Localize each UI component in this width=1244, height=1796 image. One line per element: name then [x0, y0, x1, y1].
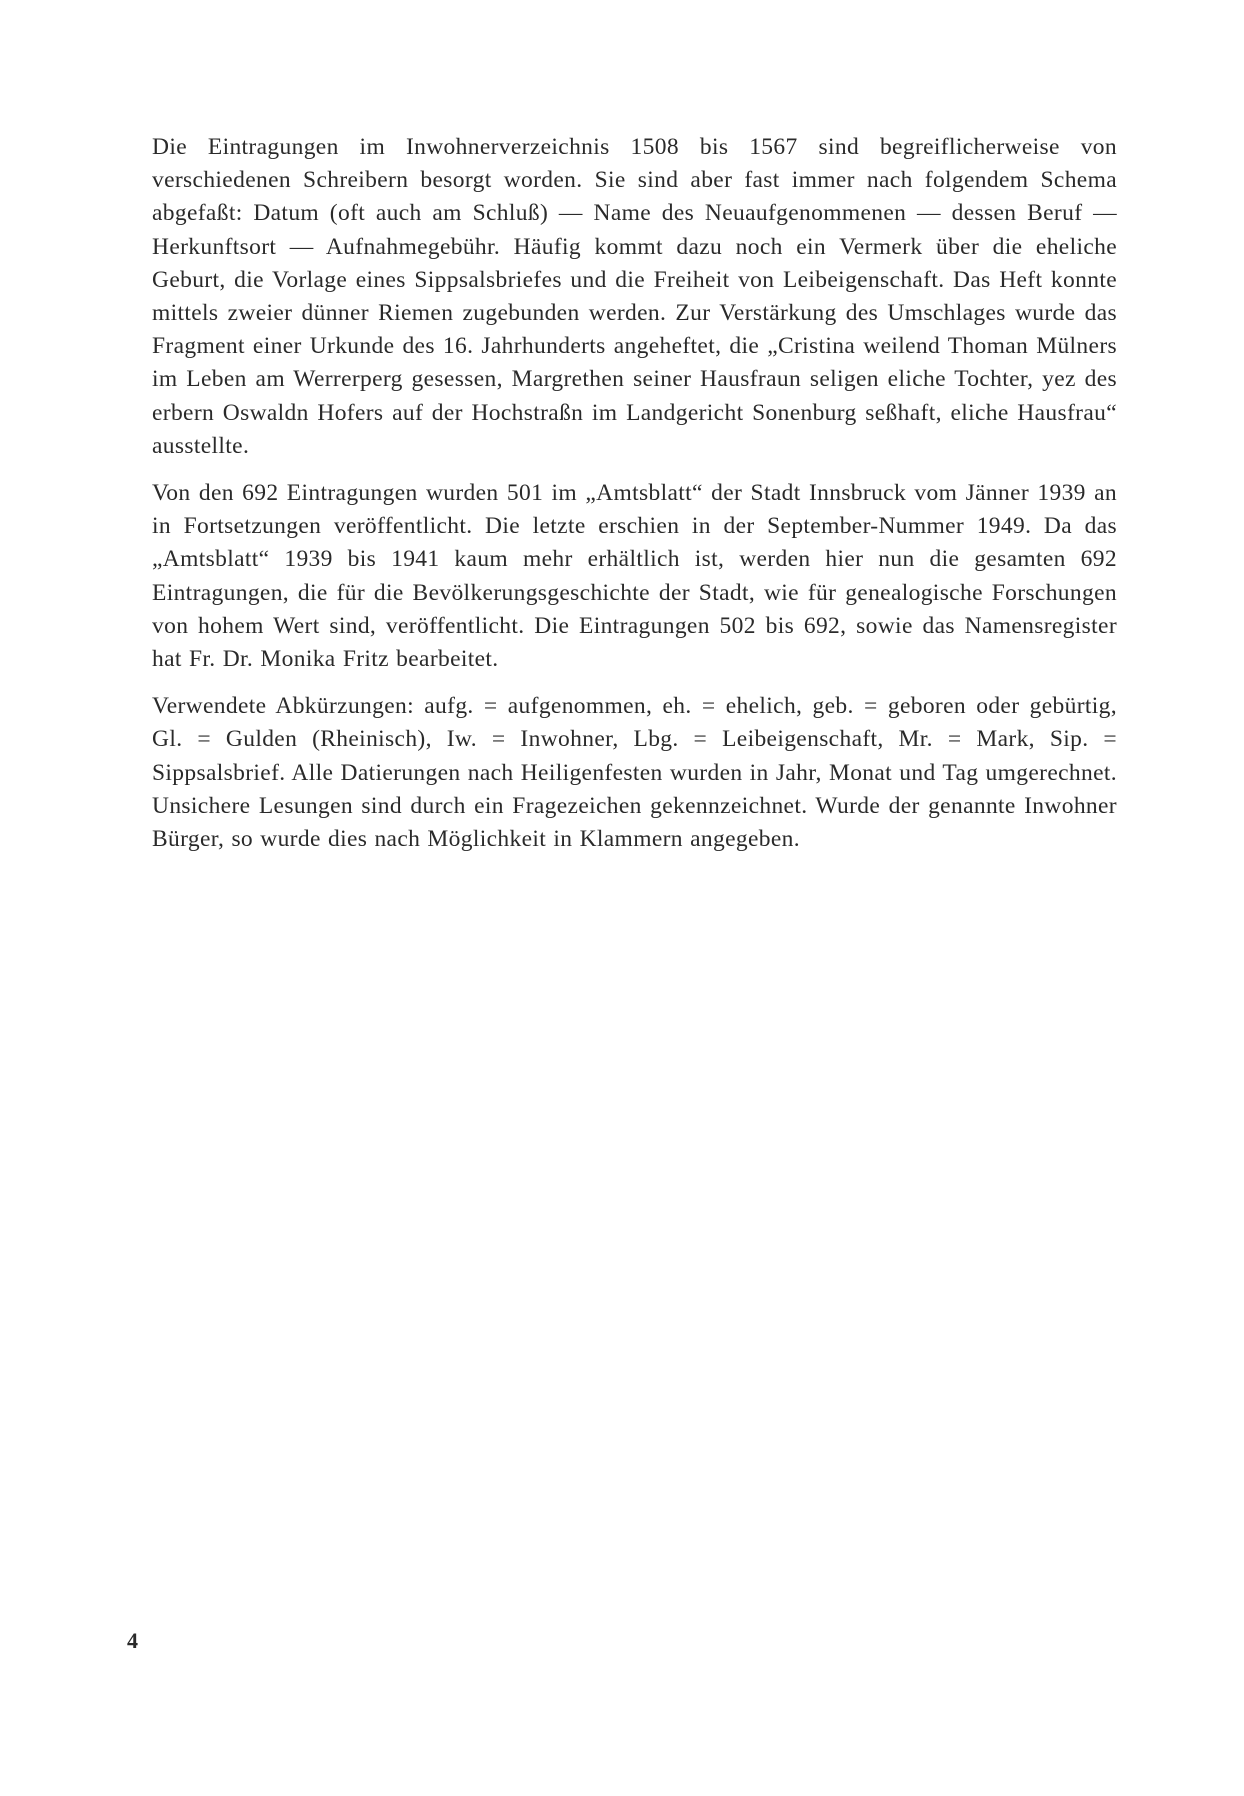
paragraph-amtsblatt: Von den 692 Eintragungen wurden 501 im „Amtsblatt“ der Stadt Innsbruck vom Jänner 1939 an in Fortsetzungen veröffentlicht. Die letzte erschien in der September-Nummer 1949. Da das „Amtsblatt“ 1939 bis 1941 kaum mehr erhältlich ist, werden hier nun die gesamten 692 Eintragungen, die für die Bevölkerungsgeschichte der Stadt, wie für genealogische Forschungen von hohem Wert sind, veröffentlicht. Die Eintragungen 502 bis 692, sowie das Namensregister hat Fr. Dr. Monika Fritz bearbeitet.	[152, 480, 1117, 673]
body-text	[152, 131, 1117, 870]
paragraph-inwohnerverzeichnis: Die Eintragungen im Inwohnerverzeichnis 1508 bis 1567 sind begreiflicherweise von verschiedenen Schreibern besorgt worden. Sie sind aber fast immer nach folgendem Schema abgefaßt: Datum (oft auch am Schluß) — Name des Neuaufgenommenen — dessen Beruf — Herkunftsort — Aufnahmegebühr. Häufig kommt dazu noch ein Vermerk über die eheliche Geburt, die Vorlage eines Sippsalsbriefes und die Freiheit von Leibeigenschaft. Das Heft konnte mittels zweier dünner Riemen zugebunden werden. Zur Verstärkung des Umschlages wurde das Fragment einer Urkunde des 16. Jahrhunderts angeheftet, die „Cristina weilend Thoman Mülners im Leben am Werrerperg gesessen, Margrethen seiner Hausfraun seligen eliche Tochter, yez des erbern Oswaldn Hofers auf der Hochstraßn im Landgericht Sonenburg seßhaft, eliche Hausfrau“ ausstellte.	[152, 134, 1117, 459]
page-number: 4	[127, 1628, 138, 1653]
paragraph-abkuerzungen: Verwendete Abkürzungen: aufg. = aufgenommen, eh. = ehelich, geb. = geboren oder gebürtig, Gl. = Gulden (Rheinisch), Iw. = Inwohner, Lbg. = Leibeigenschaft, Mr. = Mark, Sip. = Sippsalsbrief. Alle Datierungen nach Heiligenfesten wurden in Jahr, Monat und Tag umgerechnet. Unsichere Lesungen sind durch ein Fragezeichen gekennzeichnet. Wurde der genannte Inwohner Bürger, so wurde dies nach Möglichkeit in Klammern angegeben.	[152, 693, 1117, 853]
